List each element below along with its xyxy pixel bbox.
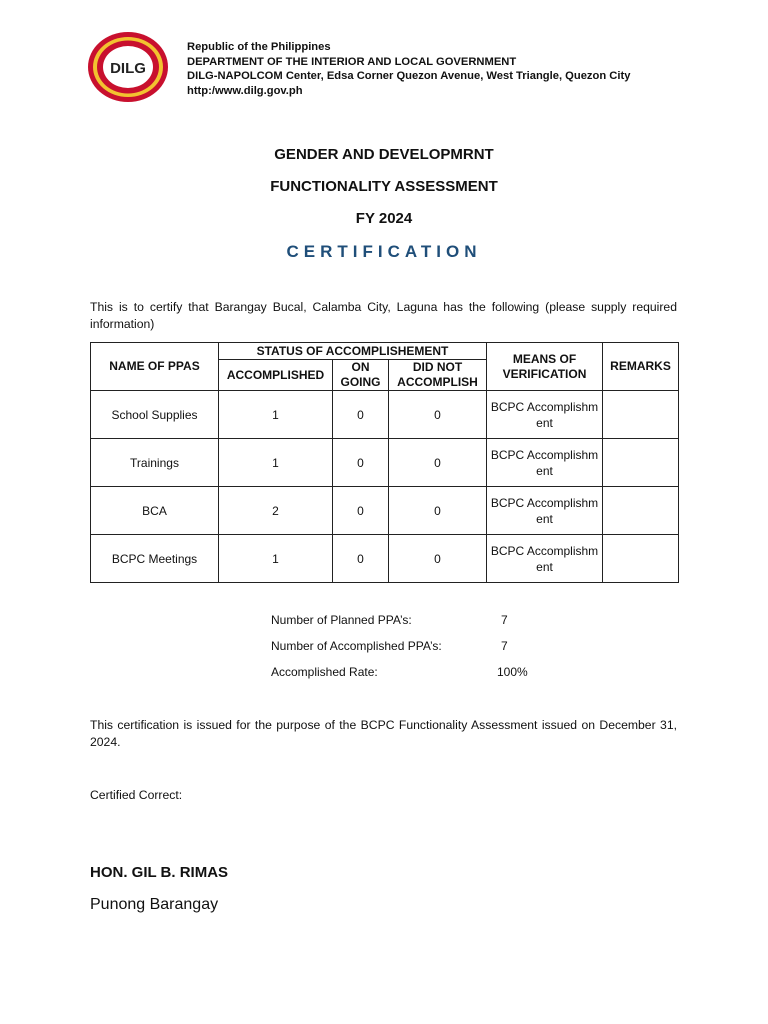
cell-remarks: [603, 391, 679, 439]
header-republic: Republic of the Philippines: [187, 41, 331, 53]
seal-text: DILG: [110, 60, 146, 77]
dilg-seal-logo: [86, 30, 170, 104]
cell-did-not: 0: [389, 439, 487, 487]
certification-heading: CERTIFICATION: [286, 242, 482, 261]
header-name-of-ppas: NAME OF PPAS: [91, 343, 219, 391]
accomplished-ppas-value: 7: [501, 639, 508, 653]
cell-accomplished: 1: [219, 391, 333, 439]
certified-correct-label: Certified Correct:: [90, 788, 183, 802]
cell-ongoing: 0: [333, 439, 389, 487]
header-accomplished: ACCOMPLISHED: [219, 360, 333, 391]
cell-ppa-name: Trainings: [91, 439, 219, 487]
accomplished-rate-label: Accomplished Rate:: [271, 665, 378, 679]
table-row: [91, 487, 679, 535]
header-remarks: REMARKS: [603, 343, 679, 391]
header-status: STATUS OF ACCOMPLISHEMENT: [219, 343, 487, 360]
cell-accomplished: 1: [219, 439, 333, 487]
header-ongoing: ON GOING: [333, 360, 389, 391]
header-address: DILG-NAPOLCOM Center, Edsa Corner Quezon Avenue, West Triangle, Quezon City: [187, 70, 631, 83]
agency-header: [187, 40, 630, 98]
cell-ppa-name: BCPC Meetings: [91, 535, 219, 583]
table-row: [91, 391, 679, 439]
planned-ppas-value: 7: [501, 613, 508, 627]
cell-ongoing: 0: [333, 487, 389, 535]
cell-ongoing: 0: [333, 391, 389, 439]
cell-ppa-name: BCA: [91, 487, 219, 535]
header-did-not: DID NOT ACCOMPLISH: [389, 360, 487, 391]
cell-ongoing: 0: [333, 535, 389, 583]
cell-did-not: 0: [389, 391, 487, 439]
signatory-position: Punong Barangay: [90, 896, 219, 913]
table-row: [91, 439, 679, 487]
cell-ppa-name: School Supplies: [91, 391, 219, 439]
cell-accomplished: 1: [219, 535, 333, 583]
cell-means: BCPC Accomplishment: [487, 439, 603, 487]
purpose-paragraph: This certification is issued for the purpose of the BCPC Functionality Assessment issued on December 31, 2024.: [90, 718, 677, 749]
cell-means: BCPC Accomplishment: [487, 391, 603, 439]
title-line-3: FY 2024: [355, 210, 413, 227]
cell-means: BCPC Accomplishment: [487, 535, 603, 583]
title-line-2: FUNCTIONALITY ASSESSMENT: [270, 178, 498, 195]
intro-paragraph: This is to certify that Barangay Bucal, Calamba City, Laguna has the following (please supply required information): [90, 300, 677, 331]
cell-means: BCPC Accomplishment: [487, 487, 603, 535]
cell-remarks: [603, 439, 679, 487]
header-means: MEANS OF VERIFICATION: [487, 343, 603, 391]
accomplished-rate-value: 100%: [497, 665, 528, 679]
cell-remarks: [603, 487, 679, 535]
ppa-status-table: [90, 342, 679, 583]
cell-accomplished: 2: [219, 487, 333, 535]
cell-remarks: [603, 535, 679, 583]
title-line-1: GENDER AND DEVELOPMRNT: [274, 146, 494, 163]
planned-ppas-label: Number of Planned PPA’s:: [271, 613, 412, 627]
cell-did-not: 0: [389, 535, 487, 583]
header-department: DEPARTMENT OF THE INTERIOR AND LOCAL GOVERNMENT: [187, 55, 517, 68]
table-row: [91, 535, 679, 583]
cell-did-not: 0: [389, 487, 487, 535]
header-website: http:/www.dilg.gov.ph: [187, 84, 303, 97]
accomplished-ppas-label: Number of Accomplished PPA’s:: [271, 639, 442, 653]
signatory-name: HON. GIL B. RIMAS: [90, 864, 229, 881]
